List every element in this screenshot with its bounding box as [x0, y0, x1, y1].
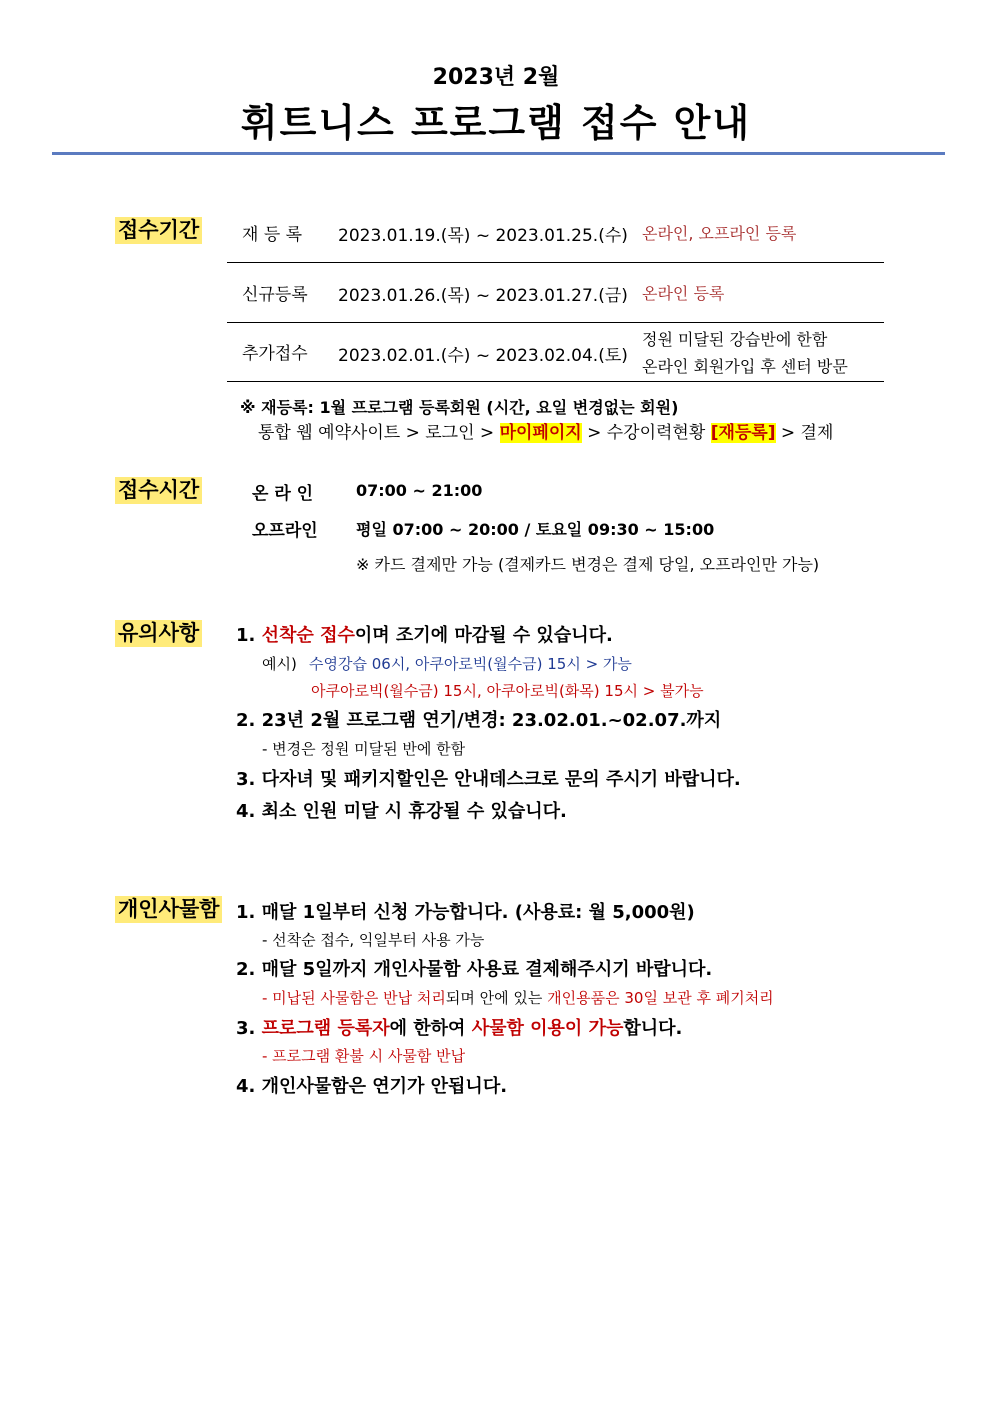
hours-offline-time: 평일 07:00 ~ 20:00 / 토요일 09:30 ~ 15:00	[356, 520, 715, 539]
rereg-note: ※ 재등록: 1월 프로그램 등록회원 (시간, 요일 변경없는 회원)	[240, 398, 679, 417]
mypage-highlight: 마이페이지	[499, 423, 582, 443]
hours-offline-label: 오프라인	[252, 521, 318, 541]
rereg-highlight: [재등록]	[710, 423, 776, 443]
locker-item-3-red2: 사물함 이용이 가능	[471, 1018, 624, 1039]
rereg-path-part1: 통합 웹 예약사이트 > 로그인 >	[258, 423, 500, 443]
period-row-extra-note-2: 온라인 회원가입 후 센터 방문	[642, 357, 848, 376]
period-row-extra-dates: 2023.02.01.(수) ~ 2023.02.04.(토)	[338, 346, 628, 366]
rereg-path-part2: > 수강이력현황	[581, 423, 711, 443]
card-note: ※ 카드 결제만 가능 (결제카드 변경은 결제 당일, 오프라인만 가능)	[356, 555, 820, 574]
locker-item-2-sub-c: 개인용품은 30일 보관 후 폐기처리	[547, 989, 774, 1007]
section-label-notice: 유의사항	[115, 620, 202, 647]
notice-item-1	[236, 621, 613, 647]
section-label-hours: 접수시간	[115, 477, 202, 504]
page-title: 휘트니스 프로그램 접수 안내	[240, 101, 752, 145]
page-subtitle: 2023년 2월	[432, 65, 560, 90]
rereg-path-part3: > 결제	[775, 423, 834, 443]
period-row-rereg-name: 재 등 록	[242, 225, 303, 245]
notice-item-4: 4. 최소 인원 미달 시 휴강될 수 있습니다.	[236, 801, 567, 822]
period-row-new-note: 온라인 등록	[642, 284, 725, 303]
hours-online-time: 07:00 ~ 21:00	[356, 481, 483, 500]
locker-item-2-sub	[262, 987, 774, 1008]
period-row-rereg-dates: 2023.01.19.(목) ~ 2023.01.25.(수)	[338, 226, 628, 246]
locker-item-2-sub-a: - 미납된 사물함은 반납 처리	[262, 989, 446, 1007]
locker-item-2: 2. 매달 5일까지 개인사물함 사용료 결제해주시기 바랍니다.	[236, 959, 713, 980]
locker-item-3-mid: 에 한하여	[389, 1018, 472, 1039]
period-divider	[227, 262, 884, 263]
notice-item-3: 3. 다자녀 및 패키지할인은 안내데스크로 문의 주시기 바랍니다.	[236, 769, 741, 790]
section-label-locker: 개인사물함	[115, 896, 222, 923]
example-no: 아쿠아로빅(월수금) 15시, 아쿠아로빅(화목) 15시 > 불가능	[311, 682, 704, 700]
locker-item-1-sub: - 선착순 접수, 익일부터 사용 가능	[262, 931, 485, 949]
example-label: 예시)	[262, 655, 297, 673]
period-row-extra-note-1: 정원 미달된 강습반에 한함	[642, 330, 828, 349]
period-row-extra-name: 추가접수	[242, 344, 308, 364]
locker-item-2-sub-b: 되며 안에 있는	[445, 989, 548, 1007]
locker-item-4: 4. 개인사물함은 연기가 안됩니다.	[236, 1076, 508, 1097]
locker-item-3-red1: 프로그램 등록자	[261, 1018, 390, 1039]
locker-item-3-num: 3.	[236, 1018, 262, 1039]
locker-item-3	[236, 1014, 682, 1040]
rereg-path	[258, 418, 833, 443]
notice-item-1-red: 선착순 접수	[261, 625, 355, 646]
period-row-new-dates: 2023.01.26.(목) ~ 2023.01.27.(금)	[338, 286, 628, 306]
locker-item-1: 1. 매달 1일부터 신청 가능합니다. (사용료: 월 5,000원)	[236, 902, 695, 923]
hours-online-label: 온 라 인	[252, 484, 314, 504]
period-row-new-name: 신규등록	[242, 285, 308, 305]
period-divider	[227, 322, 884, 323]
period-row-rereg-note: 온라인, 오프라인 등록	[642, 224, 797, 243]
locker-item-3-sub: - 프로그램 환불 시 사물함 반납	[262, 1047, 466, 1065]
example-ok: 수영강습 06시, 아쿠아로빅(월수금) 15시 > 가능	[309, 655, 632, 673]
title-rule	[52, 152, 945, 155]
notice-item-1-num: 1.	[236, 625, 256, 646]
section-label-period: 접수기간	[115, 217, 202, 244]
locker-item-3-end: 합니다.	[623, 1018, 683, 1039]
notice-item-1-rest: 이며 조기에 마감될 수 있습니다.	[354, 625, 613, 646]
notice-item-2: 2. 23년 2월 프로그램 연기/변경: 23.02.01.~02.07.까지	[236, 710, 722, 731]
notice-item-2-sub: - 변경은 정원 미달된 반에 한함	[262, 740, 466, 758]
period-divider	[227, 381, 884, 382]
